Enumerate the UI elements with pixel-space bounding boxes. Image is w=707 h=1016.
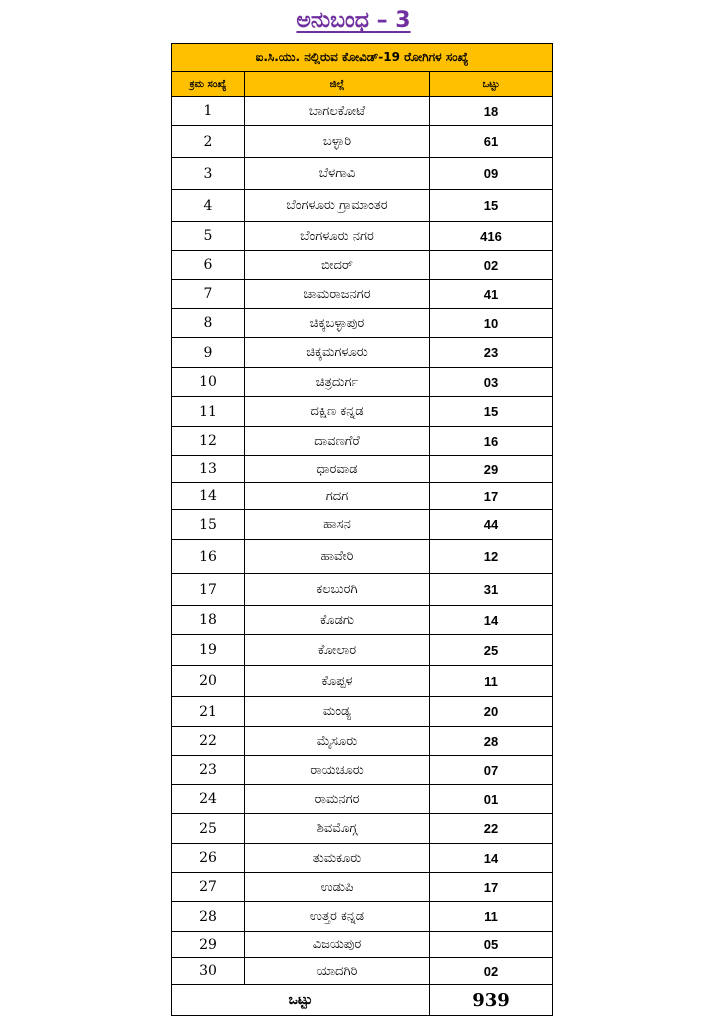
table-row <box>172 635 553 666</box>
cell-count: 23 <box>430 338 553 368</box>
cell-count: 22 <box>430 814 553 844</box>
cell-count: 03 <box>430 368 553 397</box>
cell-sl-no: 10 <box>172 368 245 397</box>
cell-sl-no: 17 <box>172 574 245 606</box>
cell-sl-no: 19 <box>172 635 245 666</box>
cell-district: ಕೊಡಗು <box>245 606 430 635</box>
cell-sl-no: 22 <box>172 727 245 756</box>
cell-district: ಮಂಡ್ಯ <box>245 697 430 727</box>
table-row <box>172 280 553 309</box>
cell-district: ಯಾದಗಿರಿ <box>245 958 430 985</box>
table-caption: ಐ.ಸಿ.ಯು. ನಲ್ಲಿರುವ ಕೋವಿಡ್-19 ರೋಗಿಗಳ ಸಂಖ್ಯೆ <box>172 44 553 72</box>
cell-sl-no: 23 <box>172 756 245 785</box>
cell-count: 25 <box>430 635 553 666</box>
table-row <box>172 456 553 483</box>
table-row <box>172 727 553 756</box>
total-value: 939 <box>430 985 553 1016</box>
cell-sl-no: 6 <box>172 251 245 280</box>
table-row <box>172 158 553 190</box>
table-row <box>172 222 553 251</box>
cell-count: 05 <box>430 932 553 958</box>
cell-count: 14 <box>430 844 553 873</box>
cell-count: 17 <box>430 483 553 510</box>
cell-sl-no: 15 <box>172 510 245 540</box>
cell-district: ಗದಗ <box>245 483 430 510</box>
cell-count: 02 <box>430 251 553 280</box>
cell-district: ರಾಮನಗರ <box>245 785 430 814</box>
table-row <box>172 606 553 635</box>
cell-district: ಮೈಸೂರು <box>245 727 430 756</box>
header-count: ಒಟ್ಟು <box>430 72 553 97</box>
cell-district: ಕೋಲಾರ <box>245 635 430 666</box>
cell-sl-no: 4 <box>172 190 245 222</box>
header-district: ಜಿಲ್ಲೆ <box>245 72 430 97</box>
cell-sl-no: 20 <box>172 666 245 697</box>
cell-district: ಚಾಮರಾಜನಗರ <box>245 280 430 309</box>
cell-sl-no: 13 <box>172 456 245 483</box>
cell-sl-no: 8 <box>172 309 245 338</box>
cell-district: ದಾವಣಗೆರೆ <box>245 427 430 456</box>
table-row <box>172 97 553 126</box>
header-sl-no: ಕ್ರಮ ಸಂಖ್ಯೆ <box>172 72 245 97</box>
cell-district: ಚಿತ್ರದುರ್ಗ <box>245 368 430 397</box>
cell-district: ಶಿವಮೊಗ್ಗ <box>245 814 430 844</box>
cell-district: ಬೆಂಗಳೂರು ನಗರ <box>245 222 430 251</box>
cell-sl-no: 27 <box>172 873 245 902</box>
cell-count: 11 <box>430 902 553 932</box>
cell-count: 16 <box>430 427 553 456</box>
cell-sl-no: 9 <box>172 338 245 368</box>
cell-district: ಬೆಂಗಳೂರು ಗ್ರಾಮಾಂತರ <box>245 190 430 222</box>
cell-sl-no: 7 <box>172 280 245 309</box>
cell-district: ಚಿಕ್ಕಮಗಳೂರು <box>245 338 430 368</box>
cell-sl-no: 30 <box>172 958 245 985</box>
cell-count: 01 <box>430 785 553 814</box>
table-row <box>172 190 553 222</box>
table-row <box>172 338 553 368</box>
cell-count: 61 <box>430 126 553 158</box>
table-caption-row <box>172 44 553 72</box>
cell-sl-no: 26 <box>172 844 245 873</box>
table-row <box>172 397 553 427</box>
table-row <box>172 756 553 785</box>
cell-district: ಕೊಪ್ಪಳ <box>245 666 430 697</box>
cell-sl-no: 11 <box>172 397 245 427</box>
cell-count: 20 <box>430 697 553 727</box>
cell-sl-no: 5 <box>172 222 245 251</box>
page-title-text: ಅನುಬಂಧ – 3 <box>296 8 411 33</box>
cell-sl-no: 18 <box>172 606 245 635</box>
table-row <box>172 309 553 338</box>
table-row <box>172 902 553 932</box>
cell-district: ಬಾಗಲಕೋಟೆ <box>245 97 430 126</box>
cell-count: 11 <box>430 666 553 697</box>
table-row <box>172 785 553 814</box>
cell-count: 02 <box>430 958 553 985</box>
cell-count: 15 <box>430 397 553 427</box>
cell-count: 09 <box>430 158 553 190</box>
cell-district: ಧಾರವಾಡ <box>245 456 430 483</box>
table-row <box>172 666 553 697</box>
cell-district: ಹಾಸನ <box>245 510 430 540</box>
cell-district: ಬೆಳಗಾವಿ <box>245 158 430 190</box>
cell-sl-no: 29 <box>172 932 245 958</box>
cell-district: ಕಲಬುರಗಿ <box>245 574 430 606</box>
table-row <box>172 368 553 397</box>
cell-count: 07 <box>430 756 553 785</box>
icu-patients-table <box>171 43 553 1016</box>
page-title <box>0 8 707 33</box>
cell-district: ರಾಯಚೂರು <box>245 756 430 785</box>
cell-sl-no: 25 <box>172 814 245 844</box>
cell-sl-no: 16 <box>172 540 245 574</box>
cell-count: 14 <box>430 606 553 635</box>
table-row <box>172 540 553 574</box>
table-body <box>172 97 553 985</box>
cell-count: 28 <box>430 727 553 756</box>
cell-count: 416 <box>430 222 553 251</box>
cell-count: 12 <box>430 540 553 574</box>
cell-count: 10 <box>430 309 553 338</box>
table-row <box>172 510 553 540</box>
table-row <box>172 958 553 985</box>
cell-district: ಉತ್ತರ ಕನ್ನಡ <box>245 902 430 932</box>
cell-count: 41 <box>430 280 553 309</box>
cell-district: ಹಾವೇರಿ <box>245 540 430 574</box>
cell-sl-no: 24 <box>172 785 245 814</box>
cell-sl-no: 3 <box>172 158 245 190</box>
cell-district: ಚಿಕ್ಕಬಳ್ಳಾಪುರ <box>245 309 430 338</box>
cell-count: 31 <box>430 574 553 606</box>
cell-sl-no: 1 <box>172 97 245 126</box>
table-row <box>172 844 553 873</box>
table-row <box>172 814 553 844</box>
table-row <box>172 574 553 606</box>
cell-district: ಉಡುಪಿ <box>245 873 430 902</box>
table-row <box>172 251 553 280</box>
total-label: ಒಟ್ಟು <box>172 985 430 1016</box>
cell-count: 44 <box>430 510 553 540</box>
cell-sl-no: 12 <box>172 427 245 456</box>
table-row <box>172 873 553 902</box>
cell-count: 29 <box>430 456 553 483</box>
cell-sl-no: 21 <box>172 697 245 727</box>
table-row <box>172 932 553 958</box>
total-row <box>172 985 553 1016</box>
cell-district: ಬಳ್ಳಾರಿ <box>245 126 430 158</box>
table-header-row <box>172 72 553 97</box>
cell-count: 18 <box>430 97 553 126</box>
cell-count: 17 <box>430 873 553 902</box>
cell-sl-no: 2 <box>172 126 245 158</box>
cell-district: ವಿಜಯಪುರ <box>245 932 430 958</box>
table-row <box>172 126 553 158</box>
cell-district: ದಕ್ಷಿಣ ಕನ್ನಡ <box>245 397 430 427</box>
table-row <box>172 427 553 456</box>
cell-count: 15 <box>430 190 553 222</box>
cell-sl-no: 28 <box>172 902 245 932</box>
cell-district: ತುಮಕೂರು <box>245 844 430 873</box>
cell-sl-no: 14 <box>172 483 245 510</box>
cell-district: ಬೀದರ್ <box>245 251 430 280</box>
table-row <box>172 697 553 727</box>
table-row <box>172 483 553 510</box>
